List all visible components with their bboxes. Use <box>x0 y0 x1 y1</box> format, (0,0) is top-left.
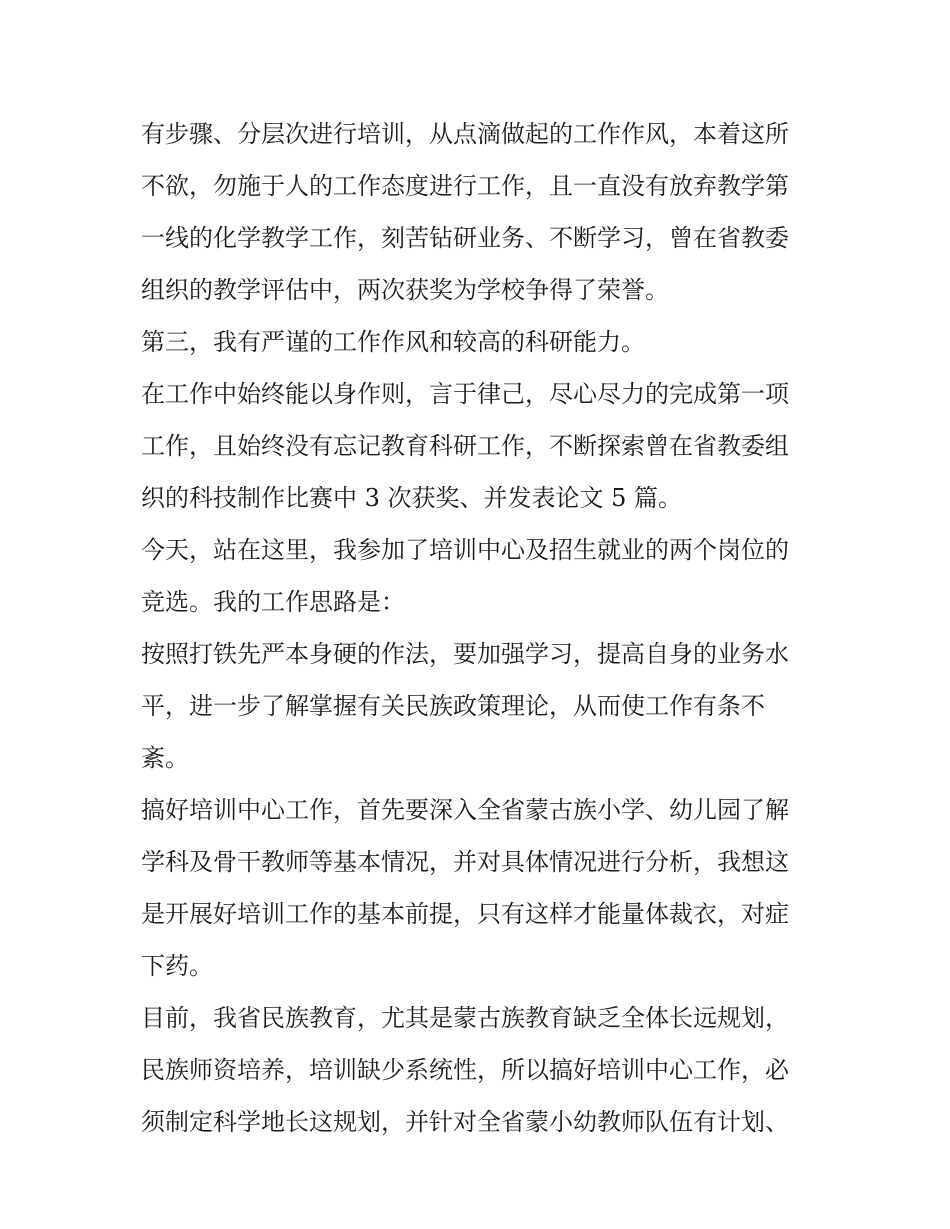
text-line: 民族师资培养，培训缺少系统性，所以搞好培训中心工作，必 <box>141 1056 789 1084</box>
text-line: 在工作中始终能以身作则，言于律己，尽心尽力的完成第一项 <box>141 380 789 408</box>
text-line: 目前，我省民族教育，尤其是蒙古族教育缺乏全体长远规划， <box>141 1004 789 1032</box>
text-line: 下药。 <box>141 952 213 980</box>
text-line: 不欲，勿施于人的工作态度进行工作，且一直没有放弃教学第 <box>141 172 789 200</box>
text-line: 织的科技制作比赛中 3 次获奖、并发表论文 5 篇。 <box>141 484 683 512</box>
text-line: 组织的教学评估中，两次获奖为学校争得了荣誉。 <box>141 276 669 304</box>
text-line: 是开展好培训工作的基本前提，只有这样才能量体裁衣，对症 <box>141 900 789 928</box>
text-line: 第三，我有严谨的工作作风和较高的科研能力。 <box>141 328 645 356</box>
text-line: 学科及骨干教师等基本情况，并对具体情况进行分析，我想这 <box>141 848 789 876</box>
text-line: 须制定科学地长这规划，并针对全省蒙小幼教师队伍有计划、 <box>141 1108 789 1136</box>
text-line: 搞好培训中心工作，首先要深入全省蒙古族小学、幼儿园了解 <box>141 796 789 824</box>
text-line: 按照打铁先严本身硬的作法，要加强学习，提高自身的业务水 <box>141 640 789 668</box>
text-line: 竞选。我的工作思路是： <box>141 588 405 616</box>
text-line: 紊。 <box>141 744 189 772</box>
document-body <box>141 108 821 1148</box>
text-line: 一线的化学教学工作，刻苦钻研业务、不断学习，曾在省教委 <box>141 224 789 252</box>
text-line: 平，进一步了解掌握有关民族政策理论，从而使工作有条不 <box>141 692 765 720</box>
text-line: 有步骤、分层次进行培训，从点滴做起的工作作风，本着这所 <box>141 120 789 148</box>
text-line: 工作，且始终没有忘记教育科研工作，不断探索曾在省教委组 <box>141 432 789 460</box>
text-line: 今天，站在这里，我参加了培训中心及招生就业的两个岗位的 <box>141 536 789 564</box>
